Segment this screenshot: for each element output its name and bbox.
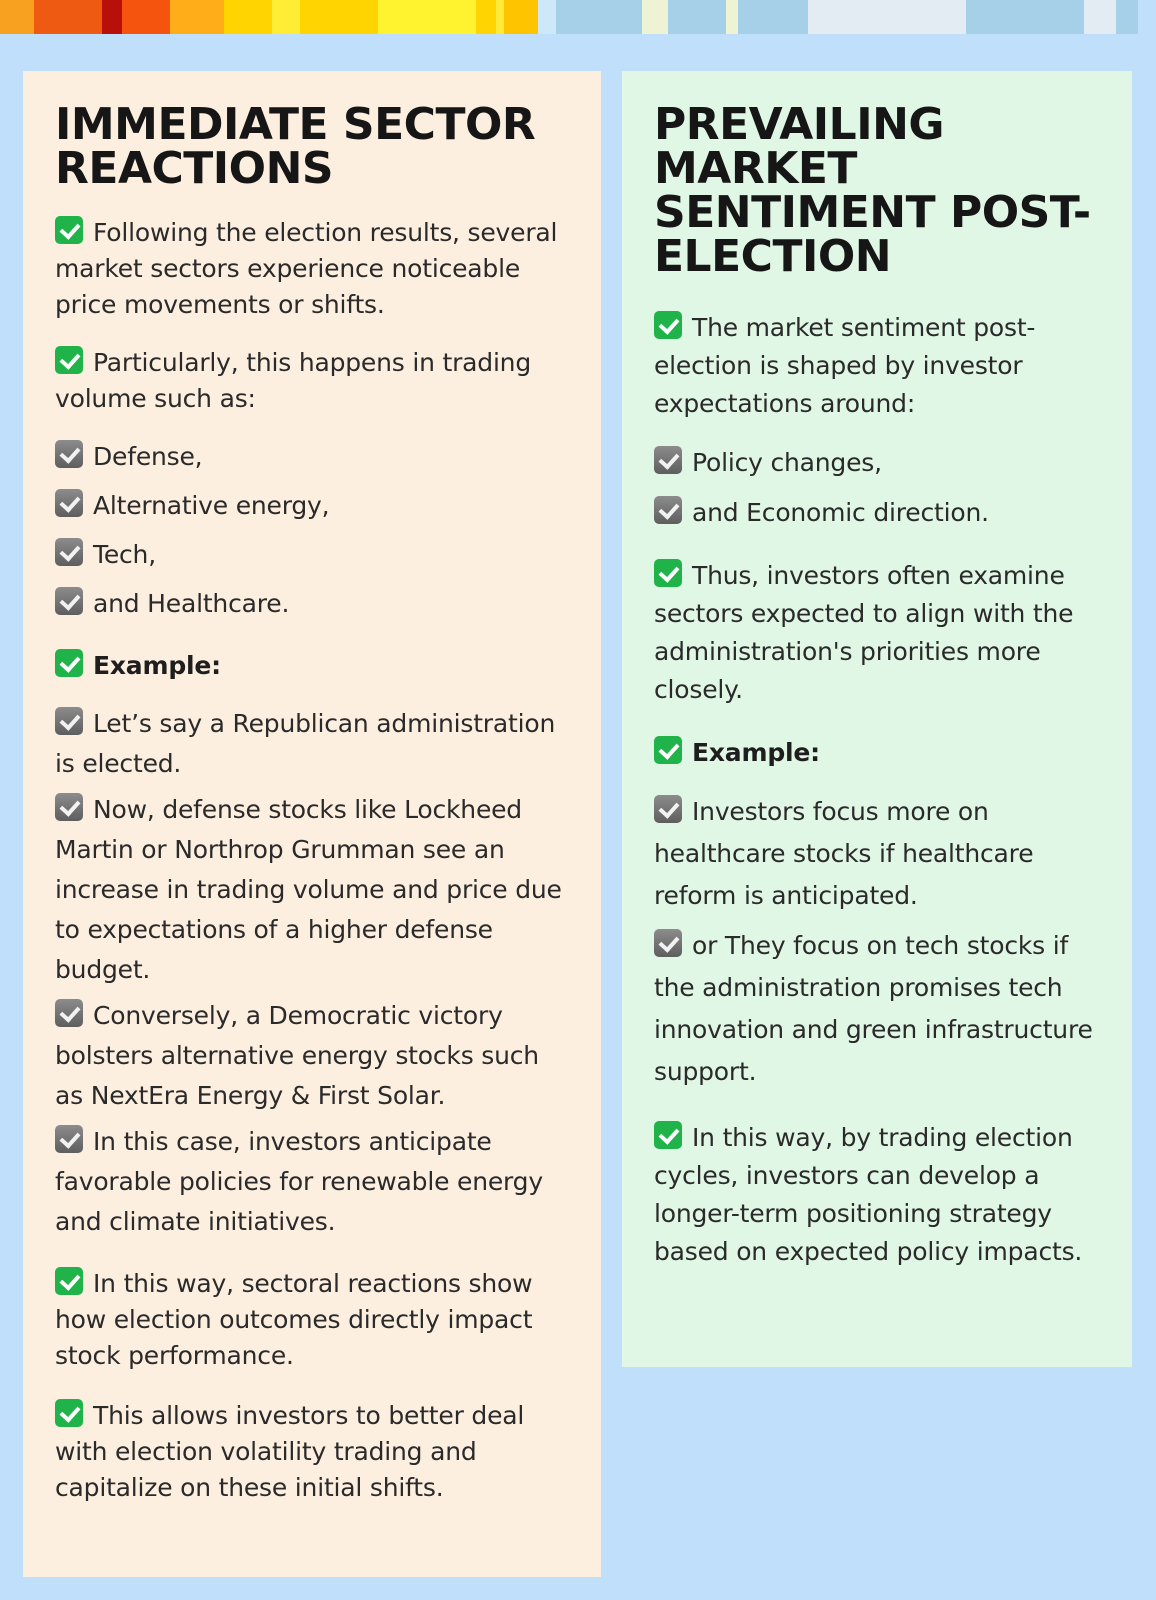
left-particularly-text: Particularly, this happens in trading volume such as: <box>55 348 531 413</box>
gray-check-icon <box>55 999 83 1027</box>
left-intro-text: Following the election results, several market sectors experience noticeable price movements or shifts. <box>55 218 558 319</box>
color-strip-segment <box>0 0 34 34</box>
green-check-icon <box>654 736 682 764</box>
color-strip-segment <box>1084 0 1116 34</box>
sector-text: Defense, <box>93 442 203 471</box>
gray-check-icon <box>654 929 682 957</box>
right-thus-text: Thus, investors often examine sectors expected to align with the administration's priorities more closely. <box>654 561 1074 704</box>
sector-item <box>55 537 571 573</box>
left-particularly-item <box>55 345 571 417</box>
color-strip-segment <box>476 0 496 34</box>
right-example-heading <box>654 735 1102 771</box>
color-strip-segment <box>224 0 272 34</box>
right-example-item <box>654 925 1102 1093</box>
gray-check-icon <box>55 707 83 735</box>
factor-item <box>654 445 1102 481</box>
left-conclusion-item <box>55 1398 571 1506</box>
left-conclusion-item <box>55 1266 571 1374</box>
color-strip-segment <box>808 0 966 34</box>
sector-item <box>55 439 571 475</box>
color-strip-segment <box>726 0 738 34</box>
green-check-icon <box>55 1267 83 1295</box>
left-conclusion-text: This allows investors to better deal with election volatility trading and capitalize on these initial shifts. <box>55 1401 525 1502</box>
panel-immediate-sector-reactions <box>23 71 601 1577</box>
color-strip-segment <box>122 0 170 34</box>
left-example-text: Conversely, a Democratic victory bolsters alternative energy stocks such as NextEra Energy & First Solar. <box>55 1001 539 1110</box>
color-strip-segment <box>642 0 668 34</box>
gray-check-icon <box>654 446 682 474</box>
sector-text: and Healthcare. <box>93 589 290 618</box>
green-check-icon <box>55 346 83 374</box>
color-strip-segment <box>496 0 504 34</box>
color-strip-segment <box>504 0 538 34</box>
color-strip-segment <box>668 0 726 34</box>
right-intro-text: The market sentiment post-election is shaped by investor expectations around: <box>654 313 1036 418</box>
left-intro-item <box>55 215 571 323</box>
right-example-text: or They focus on tech stocks if the administration promises tech innovation and green infrastructure support. <box>654 931 1093 1086</box>
left-conclusion-text: In this way, sectoral reactions show how election outcomes directly impact stock performance. <box>55 1269 533 1370</box>
right-thus-item <box>654 557 1102 709</box>
right-example-text: Investors focus more on healthcare stocks if healthcare reform is anticipated. <box>654 797 1034 910</box>
green-check-icon <box>654 311 682 339</box>
right-example-label: Example: <box>692 738 820 767</box>
right-panel-title: PREVAILING MARKET SENTIMENT POST-ELECTION <box>654 99 1091 282</box>
factor-item <box>654 495 1102 531</box>
left-example-label: Example: <box>93 651 221 680</box>
left-example-text: Let’s say a Republican administration is elected. <box>55 709 556 778</box>
gray-check-icon <box>55 538 83 566</box>
right-conclusion-item <box>654 1119 1102 1271</box>
color-strip-segment <box>966 0 1084 34</box>
gray-check-icon <box>55 793 83 821</box>
color-strip-segment <box>738 0 808 34</box>
color-strip-segment <box>34 0 102 34</box>
left-example-item <box>55 704 571 784</box>
left-example-heading <box>55 648 571 684</box>
gray-check-icon <box>55 440 83 468</box>
factor-text: Policy changes, <box>692 448 882 477</box>
color-strip <box>0 0 1156 34</box>
right-conclusion-text: In this way, by trading election cycles, investors can develop a longer-term positioning strategy based on expected policy impacts. <box>654 1123 1083 1266</box>
gray-check-icon <box>654 496 682 524</box>
gray-check-icon <box>654 795 682 823</box>
sector-text: Alternative energy, <box>93 491 330 520</box>
green-check-icon <box>55 216 83 244</box>
color-strip-segment <box>102 0 122 34</box>
green-check-icon <box>55 1399 83 1427</box>
green-check-icon <box>654 1121 682 1149</box>
color-strip-segment <box>378 0 476 34</box>
factor-text: and Economic direction. <box>692 498 989 527</box>
right-example-item <box>654 791 1102 917</box>
left-example-item <box>55 790 571 990</box>
color-strip-segment <box>556 0 642 34</box>
color-strip-segment <box>538 0 556 34</box>
color-strip-segment <box>300 0 378 34</box>
sector-item <box>55 586 571 622</box>
panel-prevailing-market-sentiment <box>622 71 1132 1367</box>
left-panel-title: IMMEDIATE SECTOR REACTIONS <box>55 99 536 194</box>
left-example-text: In this case, investors anticipate favorable policies for renewable energy and climate initiatives. <box>55 1127 543 1236</box>
sector-item <box>55 488 571 524</box>
left-example-text: Now, defense stocks like Lockheed Martin or Northrop Grumman see an increase in trading volume and price due to expectations of a higher defense budget. <box>55 795 562 984</box>
gray-check-icon <box>55 587 83 615</box>
green-check-icon <box>654 559 682 587</box>
sector-text: Tech, <box>93 540 156 569</box>
color-strip-segment <box>170 0 224 34</box>
gray-check-icon <box>55 489 83 517</box>
left-example-item <box>55 1122 571 1242</box>
right-intro-item <box>654 309 1102 423</box>
color-strip-segment <box>272 0 300 34</box>
gray-check-icon <box>55 1125 83 1153</box>
green-check-icon <box>55 649 83 677</box>
color-strip-segment <box>1116 0 1138 34</box>
left-example-item <box>55 996 571 1116</box>
